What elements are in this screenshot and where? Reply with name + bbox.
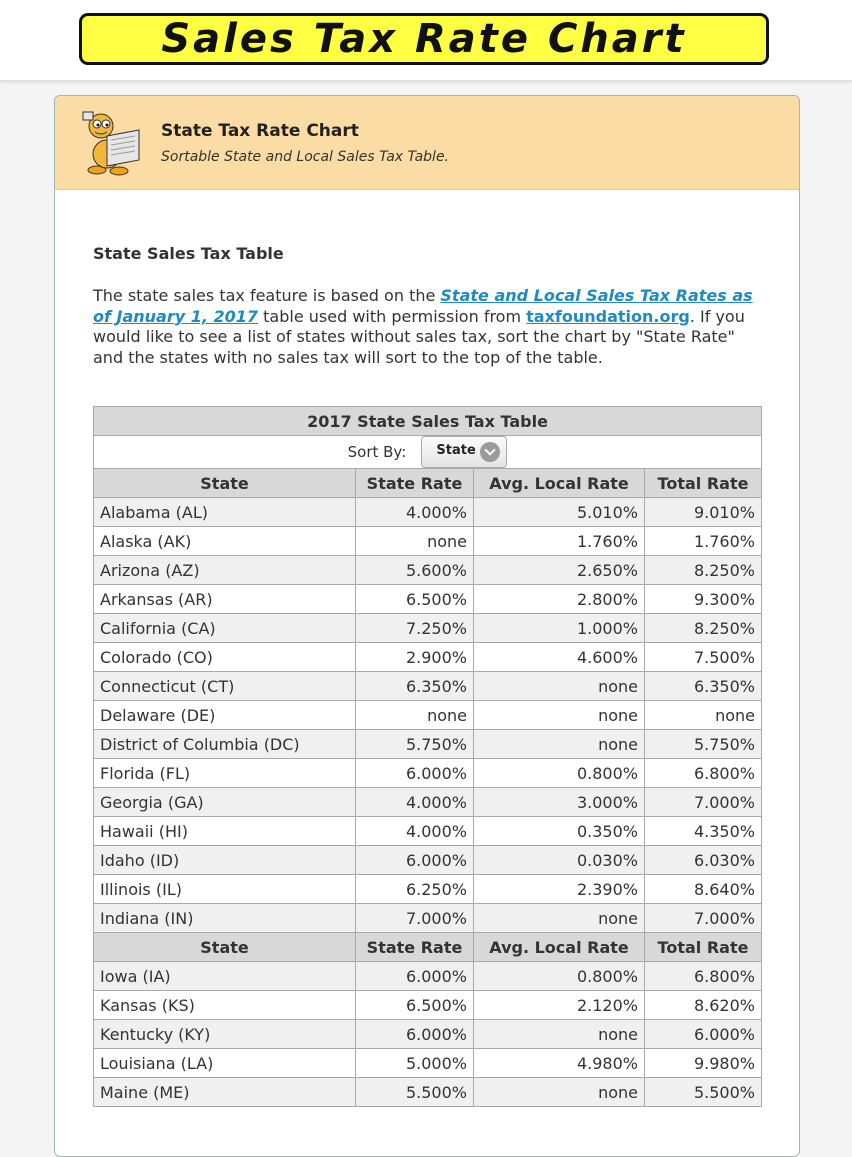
table-row xyxy=(94,962,762,991)
header-avg-local-rate[interactable]: Avg. Local Rate xyxy=(474,933,645,962)
cell-state: Louisiana (LA) xyxy=(94,1049,356,1078)
table-row xyxy=(94,701,762,730)
cell-state: District of Columbia (DC) xyxy=(94,730,356,759)
cell-total-rate: 8.250% xyxy=(645,556,762,585)
cell-state-rate: 6.500% xyxy=(356,991,474,1020)
cell-total-rate: 7.500% xyxy=(645,643,762,672)
table-caption: 2017 State Sales Tax Table xyxy=(94,407,762,436)
section-heading: State Sales Tax Table xyxy=(93,244,284,263)
intro-paragraph xyxy=(93,286,769,368)
cell-total-rate: 7.000% xyxy=(645,904,762,933)
intro-text-1: The state sales tax feature is based on the xyxy=(93,286,441,305)
cell-state: Florida (FL) xyxy=(94,759,356,788)
cell-state: Alabama (AL) xyxy=(94,498,356,527)
sort-select[interactable] xyxy=(421,436,507,468)
cell-state-rate: 6.000% xyxy=(356,962,474,991)
cell-state-rate: 5.600% xyxy=(356,556,474,585)
cell-state: Arizona (AZ) xyxy=(94,556,356,585)
cell-state: Kentucky (KY) xyxy=(94,1020,356,1049)
cell-avg-local-rate: 3.000% xyxy=(474,788,645,817)
cell-avg-local-rate: 2.120% xyxy=(474,991,645,1020)
table-row xyxy=(94,1078,762,1107)
cell-state: Idaho (ID) xyxy=(94,846,356,875)
cell-avg-local-rate: 2.650% xyxy=(474,556,645,585)
cell-avg-local-rate: 0.800% xyxy=(474,759,645,788)
cell-state-rate: none xyxy=(356,527,474,556)
sort-label: Sort By: xyxy=(347,443,407,461)
sort-select-value: State xyxy=(436,443,476,458)
table-row xyxy=(94,904,762,933)
table-row xyxy=(94,846,762,875)
card-subtitle: Sortable State and Local Sales Tax Table. xyxy=(161,149,450,165)
cell-total-rate: 6.350% xyxy=(645,672,762,701)
table-row xyxy=(94,788,762,817)
header-state-rate[interactable]: State Rate xyxy=(356,933,474,962)
cell-state-rate: none xyxy=(356,701,474,730)
header-avg-local-rate[interactable]: Avg. Local Rate xyxy=(474,469,645,498)
table-row xyxy=(94,585,762,614)
header-state[interactable]: State xyxy=(94,469,356,498)
cell-total-rate: 9.980% xyxy=(645,1049,762,1078)
intro-text-3: . If you would like to see a list of states without sales tax, sort the chart by "State Rate" and the states with no sales tax will sort to the top of the table. xyxy=(93,306,745,367)
cell-state: Arkansas (AR) xyxy=(94,585,356,614)
column-header-row-repeat xyxy=(94,933,762,962)
cell-total-rate: none xyxy=(645,701,762,730)
cell-state-rate: 7.250% xyxy=(356,614,474,643)
cell-total-rate: 8.640% xyxy=(645,875,762,904)
cell-avg-local-rate: none xyxy=(474,1078,645,1107)
cell-state-rate: 6.350% xyxy=(356,672,474,701)
cell-state-rate: 4.000% xyxy=(356,788,474,817)
table-row xyxy=(94,759,762,788)
banner-title: Sales Tax Rate Chart xyxy=(79,13,769,65)
cell-state: Maine (ME) xyxy=(94,1078,356,1107)
cell-state-rate: 4.000% xyxy=(356,817,474,846)
cell-avg-local-rate: 5.010% xyxy=(474,498,645,527)
taxfoundation-link[interactable]: taxfoundation.org xyxy=(526,306,690,326)
header-total-rate[interactable]: Total Rate xyxy=(645,469,762,498)
tax-chart-card xyxy=(54,95,800,1157)
cell-avg-local-rate: 0.350% xyxy=(474,817,645,846)
cell-state: Hawaii (HI) xyxy=(94,817,356,846)
table-row xyxy=(94,817,762,846)
cell-avg-local-rate: none xyxy=(474,904,645,933)
header-total-rate[interactable]: Total Rate xyxy=(645,933,762,962)
table-row xyxy=(94,643,762,672)
cell-total-rate: 8.250% xyxy=(645,614,762,643)
table-row xyxy=(94,527,762,556)
chevron-down-icon xyxy=(480,442,500,462)
cell-total-rate: 4.350% xyxy=(645,817,762,846)
cell-state: California (CA) xyxy=(94,614,356,643)
cell-avg-local-rate: 2.390% xyxy=(474,875,645,904)
cell-state-rate: 7.000% xyxy=(356,904,474,933)
cell-state: Connecticut (CT) xyxy=(94,672,356,701)
cell-state-rate: 4.000% xyxy=(356,498,474,527)
cell-avg-local-rate: none xyxy=(474,672,645,701)
cell-avg-local-rate: 2.800% xyxy=(474,585,645,614)
cell-state-rate: 6.000% xyxy=(356,846,474,875)
cell-total-rate: 7.000% xyxy=(645,788,762,817)
table-row xyxy=(94,991,762,1020)
cell-total-rate: 5.750% xyxy=(645,730,762,759)
sales-tax-table xyxy=(93,406,762,1107)
cell-avg-local-rate: 4.980% xyxy=(474,1049,645,1078)
table-row xyxy=(94,614,762,643)
cell-avg-local-rate: 0.030% xyxy=(474,846,645,875)
cell-state-rate: 5.750% xyxy=(356,730,474,759)
header-state[interactable]: State xyxy=(94,933,356,962)
cell-total-rate: 6.800% xyxy=(645,759,762,788)
cell-state-rate: 5.000% xyxy=(356,1049,474,1078)
cell-total-rate: 6.800% xyxy=(645,962,762,991)
sort-row xyxy=(94,436,762,469)
table-row xyxy=(94,1020,762,1049)
cell-state: Georgia (GA) xyxy=(94,788,356,817)
cell-total-rate: 8.620% xyxy=(645,991,762,1020)
cell-state: Iowa (IA) xyxy=(94,962,356,991)
column-header-row xyxy=(94,469,762,498)
cell-total-rate: 9.010% xyxy=(645,498,762,527)
header-state-rate[interactable]: State Rate xyxy=(356,469,474,498)
cell-state-rate: 6.500% xyxy=(356,585,474,614)
intro-text-2: table used with permission from xyxy=(258,306,527,326)
cell-state: Delaware (DE) xyxy=(94,701,356,730)
card-header xyxy=(55,96,799,190)
tax-rates-link[interactable]: State and Local Sales Tax Rates as of January 1, 2017 xyxy=(93,286,753,326)
cell-total-rate: 6.030% xyxy=(645,846,762,875)
cell-state: Illinois (IL) xyxy=(94,875,356,904)
cell-avg-local-rate: none xyxy=(474,701,645,730)
cell-state: Alaska (AK) xyxy=(94,527,356,556)
tax-table-wrap xyxy=(93,406,761,1107)
cell-total-rate: 6.000% xyxy=(645,1020,762,1049)
card-title: State Tax Rate Chart xyxy=(161,121,359,141)
cell-state: Kansas (KS) xyxy=(94,991,356,1020)
cell-avg-local-rate: 0.800% xyxy=(474,962,645,991)
table-row xyxy=(94,672,762,701)
table-row xyxy=(94,556,762,585)
cell-state: Indiana (IN) xyxy=(94,904,356,933)
cell-state-rate: 6.250% xyxy=(356,875,474,904)
cell-total-rate: 9.300% xyxy=(645,585,762,614)
cell-total-rate: 5.500% xyxy=(645,1078,762,1107)
table-row xyxy=(94,1049,762,1078)
top-banner xyxy=(0,0,852,81)
cell-avg-local-rate: 1.760% xyxy=(474,527,645,556)
cartoon-reader-mascot-icon xyxy=(77,110,143,176)
table-row xyxy=(94,875,762,904)
cell-state-rate: 2.900% xyxy=(356,643,474,672)
cell-state-rate: 6.000% xyxy=(356,759,474,788)
table-row xyxy=(94,730,762,759)
table-row xyxy=(94,498,762,527)
cell-avg-local-rate: 1.000% xyxy=(474,614,645,643)
cell-avg-local-rate: none xyxy=(474,1020,645,1049)
cell-state-rate: 6.000% xyxy=(356,1020,474,1049)
cell-state: Colorado (CO) xyxy=(94,643,356,672)
cell-state-rate: 5.500% xyxy=(356,1078,474,1107)
cell-avg-local-rate: none xyxy=(474,730,645,759)
cell-total-rate: 1.760% xyxy=(645,527,762,556)
cell-avg-local-rate: 4.600% xyxy=(474,643,645,672)
